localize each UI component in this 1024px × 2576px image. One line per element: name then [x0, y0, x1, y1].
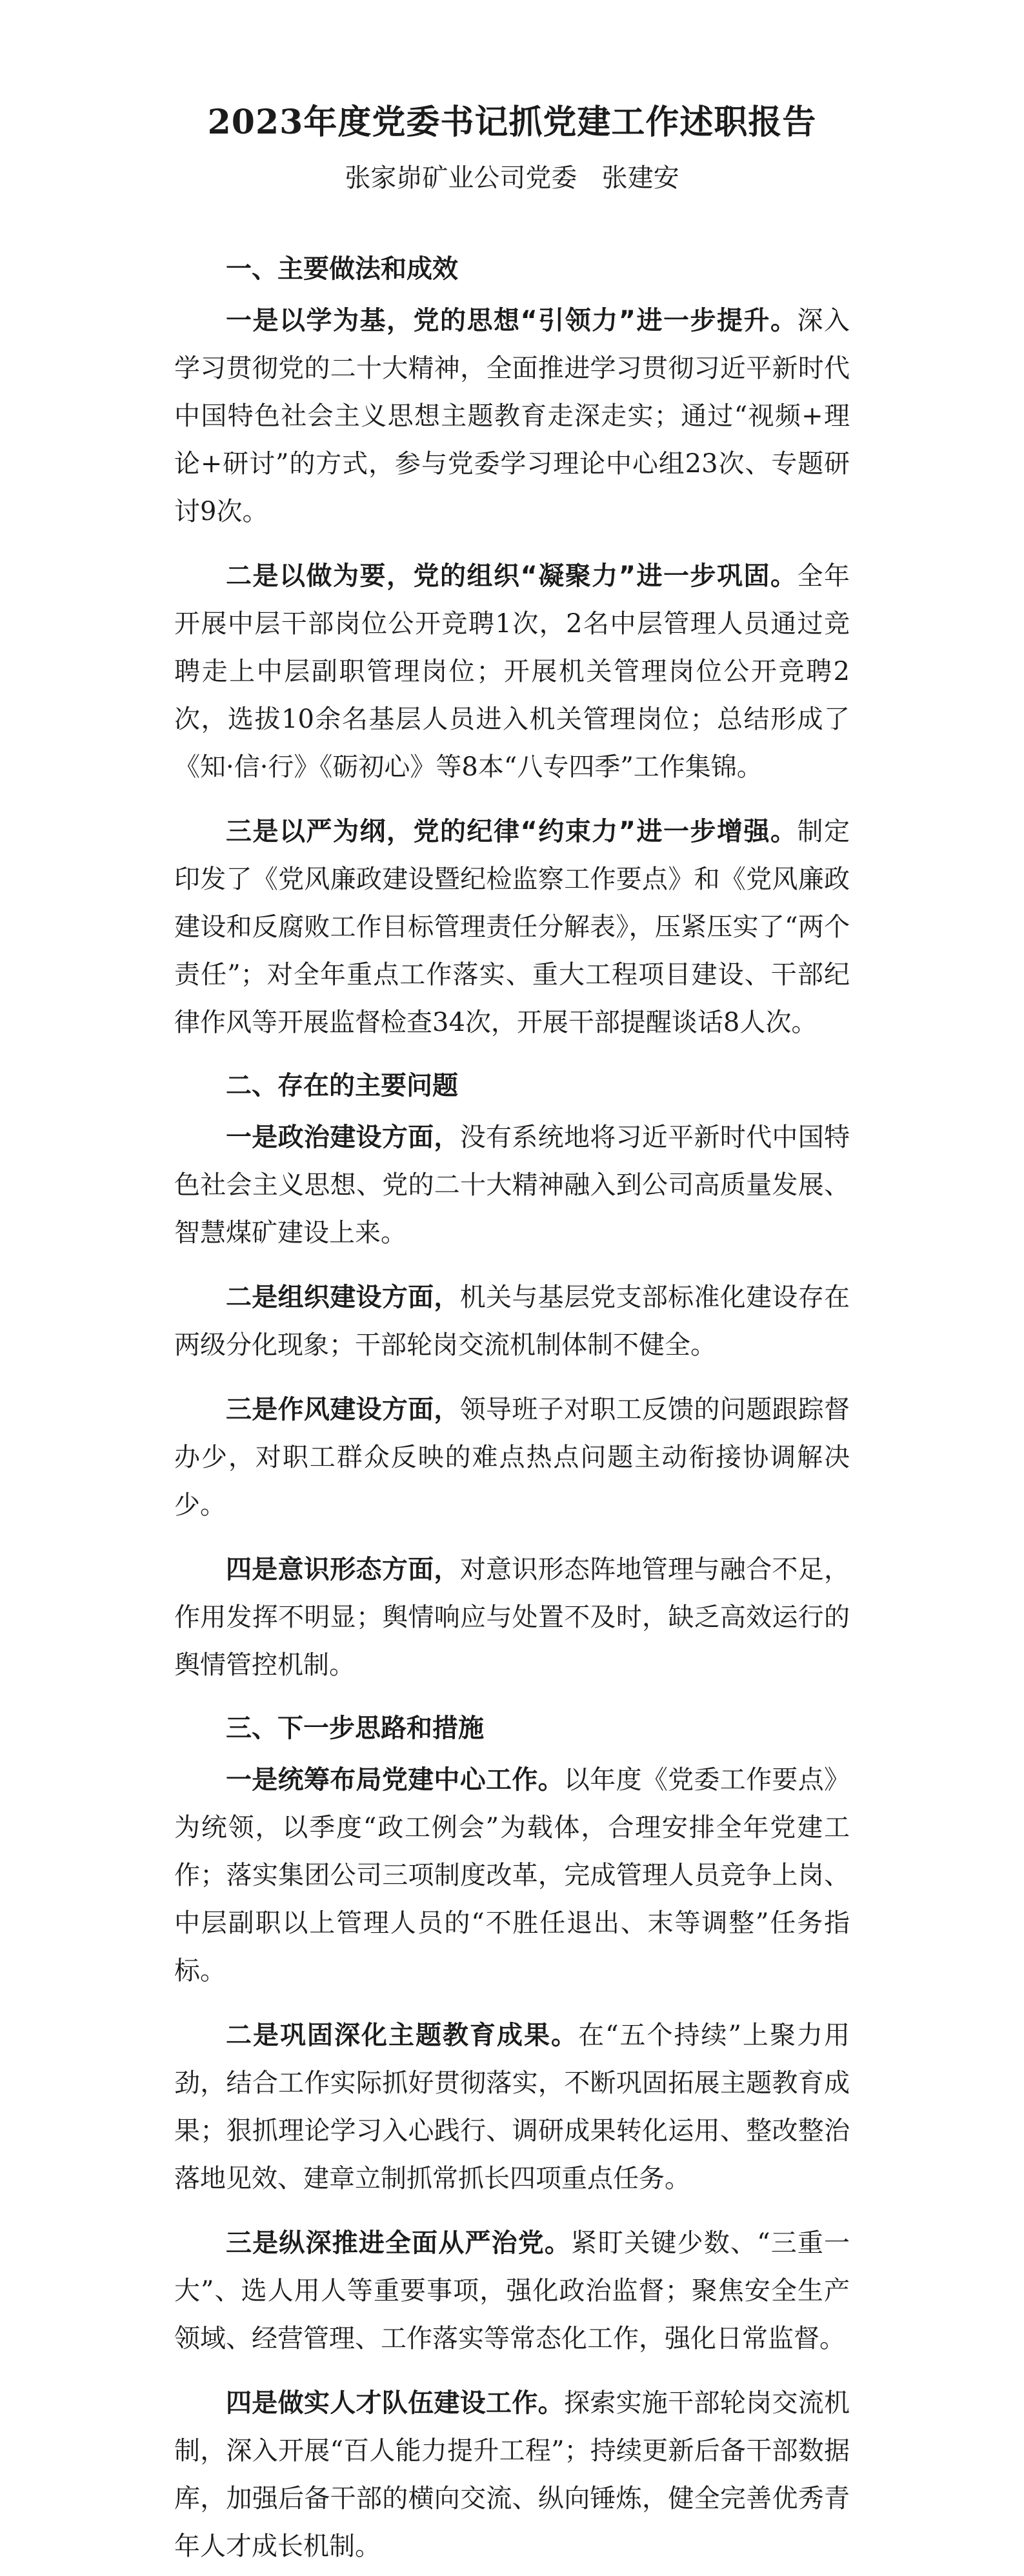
paragraph	[174, 1273, 850, 1369]
section-next-steps	[174, 1706, 850, 2570]
paragraph-text: 全年开展中层干部岗位公开竞聘1次，2名中层管理人员通过竞聘走上中层副职管理岗位；开展机关管理岗位公开竞聘2次，选拔10余名基层人员进入机关管理岗位；总结形成了《知·信·行》《砺初心》等8本“八专四季”工作集锦。	[174, 561, 850, 782]
paragraph	[174, 2012, 850, 2202]
section-main-practices	[174, 246, 850, 1046]
paragraph-text: 领导班子对职工反馈的问题跟踪督办少，对职工群众反映的难点热点问题主动衔接协调解决少。	[174, 1395, 850, 1520]
paragraph	[174, 552, 850, 791]
paragraph-lead: 二是以做为要，党的组织“凝聚力”进一步巩固。	[226, 561, 798, 591]
paragraph-lead: 一是政治建设方面，	[226, 1123, 460, 1152]
document-title: 2023年度党委书记抓党建工作述职报告	[207, 103, 817, 142]
paragraph-lead: 四是意识形态方面，	[226, 1555, 460, 1584]
paragraph	[174, 1756, 850, 1995]
paragraph-text: 在“五个持续”上聚力用劲，结合工作实际抓好贯彻落实，不断巩固拓展主题教育成果；狠抓理论学习入心践行、调研成果转化运用、整改整治落地见效、建章立制抓常抓长四项重点任务。	[174, 2021, 850, 2193]
paragraph-lead: 一是统筹布局党建中心工作。	[226, 1765, 564, 1795]
paragraph-lead: 三是以严为纲，党的纪律“约束力”进一步增强。	[226, 817, 798, 846]
section-heading: 三、下一步思路和措施	[226, 1713, 484, 1743]
paragraph-lead: 四是做实人才队伍建设工作。	[226, 2388, 564, 2418]
paragraph-text: 没有系统地将习近平新时代中国特色社会主义思想、党的二十大精神融入到公司高质量发展、智慧煤矿建设上来。	[174, 1123, 850, 1248]
paragraph	[174, 297, 850, 535]
paragraph-lead: 二是巩固深化主题教育成果。	[226, 2021, 579, 2050]
paragraph	[174, 1386, 850, 1529]
paragraph-text: 机关与基层党支部标准化建设存在两级分化现象；干部轮岗交流机制体制不健全。	[174, 1283, 850, 1360]
section-main-problems	[174, 1063, 850, 1689]
paragraph	[174, 1546, 850, 1689]
paragraph-lead: 一是以学为基，党的思想“引领力”进一步提升。	[226, 306, 798, 335]
paragraph	[174, 808, 850, 1046]
paragraph-lead: 三是纵深推进全面从严治党。	[226, 2228, 572, 2258]
paragraph-lead: 三是作风建设方面，	[226, 1395, 460, 1424]
paragraph-text: 制定印发了《党风廉政建设暨纪检监察工作要点》和《党风廉政建设和反腐败工作目标管理责任分解表》，压紧压实了“两个责任”；对全年重点工作落实、重大工程项目建设、干部纪律作风等开展监督检查34次，开展干部提醒谈话8人次。	[174, 817, 850, 1037]
paragraph	[174, 2379, 850, 2570]
paragraph-text: 探索实施干部轮岗交流机制，深入开展“百人能力提升工程”；持续更新后备干部数据库，加强后备干部的横向交流、纵向锤炼，健全完善优秀青年人才成长机制。	[174, 2388, 850, 2561]
paragraph-text: 紧盯关键少数、“三重一大”、选人用人等重要事项，强化政治监督；聚焦安全生产领域、经营管理、工作落实等常态化工作，强化日常监督。	[174, 2228, 850, 2353]
paragraph-text: 以年度《党委工作要点》为统领，以季度“政工例会”为载体，合理安排全年党建工作；落实集团公司三项制度改革，完成管理人员竞争上岗、中层副职以上管理人员的“不胜任退出、末等调整”任务指标。	[174, 1765, 850, 1986]
paragraph-lead: 二是组织建设方面，	[226, 1283, 460, 1312]
paragraph	[174, 1113, 850, 1257]
document-subtitle: 张家峁矿业公司党委 张建安	[345, 163, 679, 193]
paragraph-text: 对意识形态阵地管理与融合不足，作用发挥不明显；舆情响应与处置不及时，缺乏高效运行的舆情管控机制。	[174, 1555, 850, 1680]
paragraph-text: 深入学习贯彻党的二十大精神，全面推进学习贯彻习近平新时代中国特色社会主义思想主题教育走深走实；通过“视频+理论+研讨”的方式，参与党委学习理论中心组23次、专题研讨9次。	[174, 306, 850, 526]
section-heading: 二、存在的主要问题	[226, 1071, 458, 1101]
paragraph	[174, 2219, 850, 2362]
section-heading: 一、主要做法和成效	[226, 254, 458, 284]
